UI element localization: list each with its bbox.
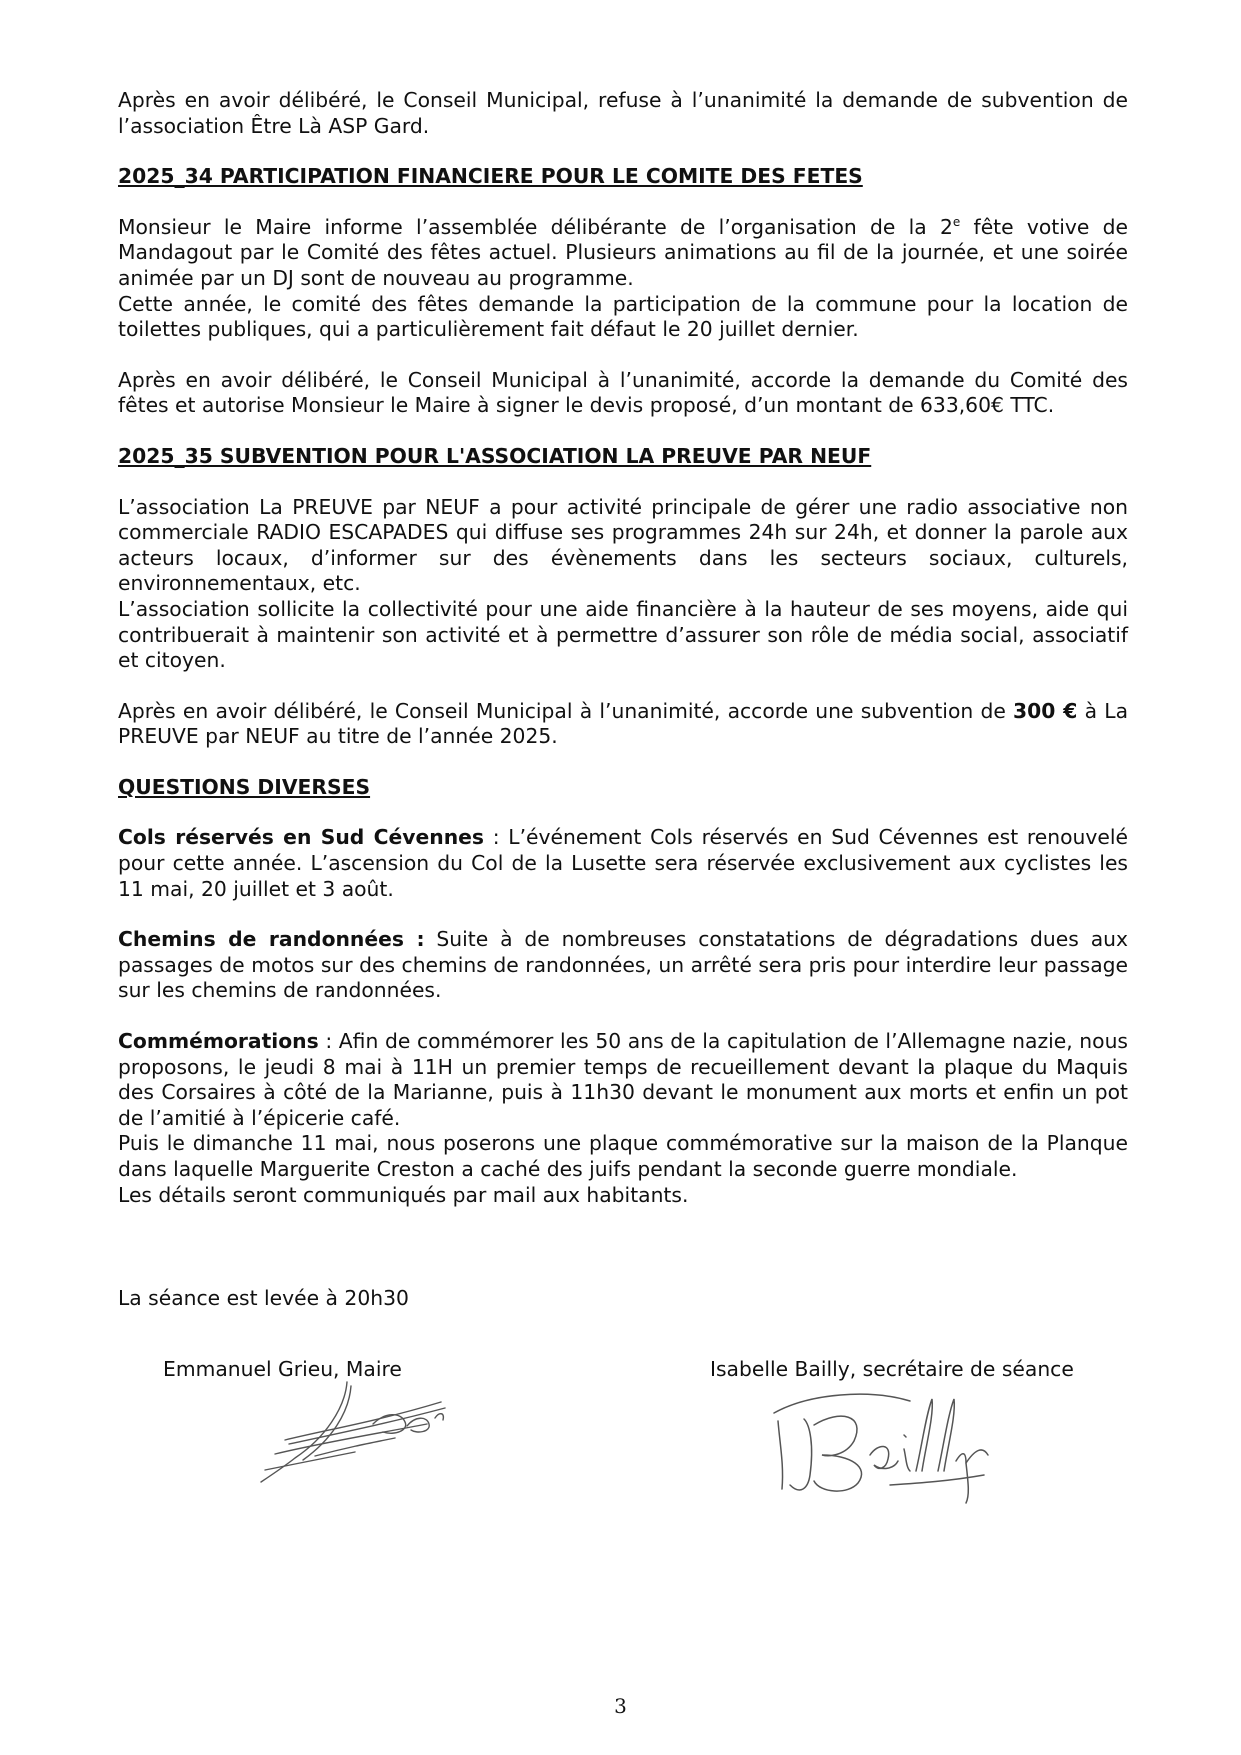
closing-line: La séance est levée à 20h30 xyxy=(118,1286,409,1310)
paragraph-sollicitation: L’association sollicite la collectivité pour une aide financière à la hauteur de ses moyens, aide qui contribuerait à maintenir son activité et à permettre d’assurer son rôle de média social, associatif et citoyen. xyxy=(118,596,1128,673)
paragraph-plaque: Puis le dimanche 11 mai, nous poserons une plaque commémorative sur la maison de la Planque dans laquelle Marguerite Creston a caché des juifs pendant la seconde guerre mondiale. xyxy=(118,1131,1128,1181)
paragraph-details: Les détails seront communiqués par mail aux habitants. xyxy=(118,1182,689,1207)
heading-2025-34: 2025_34 PARTICIPATION FINANCIERE POUR LE COMITE DES FETES xyxy=(118,164,863,189)
heading-2025-35: 2025_35 SUBVENTION POUR L'ASSOCIATION LA PREUVE PAR NEUF xyxy=(118,443,872,468)
cols-label: Cols réservés en Sud Cévennes xyxy=(118,825,484,850)
secretary-name: Isabelle Bailly, secrétaire de séance xyxy=(710,1357,1074,1381)
mayor-signature xyxy=(255,1378,455,1488)
mayor-name: Emmanuel Grieu, Maire xyxy=(163,1357,402,1381)
paragraph-cols xyxy=(118,825,1128,902)
ordinal-suffix: e xyxy=(952,215,961,230)
paragraph-commemorations xyxy=(118,1029,1128,1131)
comm-label: Commémorations xyxy=(118,1029,319,1054)
chemins-label: Chemins de randonnées : xyxy=(118,927,425,952)
paragraph-toilettes: Cette année, le comité des fêtes demande la participation de la commune pour la location de toilettes publiques, qui a particulièrement fait défaut le 20 juillet dernier. xyxy=(118,291,1128,342)
subsidy-amount: 300 € xyxy=(1013,698,1078,723)
paragraph-decision-preuve xyxy=(118,699,1128,750)
document-body xyxy=(118,88,1128,1208)
fete-text-end: fête votive de Mandagout par le Comité des fêtes actuel. Plusieurs animations au fil de la journée, et une soirée animée par un DJ sont de nouveau au programme. xyxy=(118,214,1129,290)
cols-text: : L’événement Cols réservés en Sud Cévennes est renouvelé pour cette année. L’ascension du Col de la Lusette sera réservée exclusivement aux cyclistes les 11 mai, 20 juillet et 3 août. xyxy=(118,825,1128,901)
secretary-signature xyxy=(770,1385,1020,1505)
page-number: 3 xyxy=(614,1694,627,1718)
paragraph-chemins xyxy=(118,927,1128,1004)
paragraph-radio: L’association La PREUVE par NEUF a pour activité principale de gérer une radio associative non commerciale RADIO ESCAPADES qui diffuse ses programmes 24h sur 24h, et donner la parole aux acteurs locaux, d’informer sur des évènements dans les secteurs sociaux, culturels, environnementaux, etc. xyxy=(118,494,1128,596)
decision-text-end: à La PREUVE par NEUF au titre de l’année 2025. xyxy=(118,698,1128,749)
heading-questions-diverses: QUESTIONS DIVERSES xyxy=(118,774,371,799)
comm-text: : Afin de commémorer les 50 ans de la capitulation de l’Allemagne nazie, nous proposons, le jeudi 8 mai à 11H un premier temps de recueillement devant la plaque du Maquis des Corsaires à côté de la Marianne, puis à 11h30 devant le monument aux morts et enfin un pot de l’amitié à l’épicerie café. xyxy=(118,1029,1128,1130)
paragraph-decision-comite: Après en avoir délibéré, le Conseil Municipal à l’unanimité, accorde la demande du Comité des fêtes et autorise Monsieur le Maire à signer le devis proposé, d’un montant de 633,60€ TTC. xyxy=(118,367,1128,418)
decision-text-start: Après en avoir délibéré, le Conseil Municipal à l’unanimité, accorde une subvention de xyxy=(118,698,1014,723)
paragraph-refus-subvention: Après en avoir délibéré, le Conseil Municipal, refuse à l’unanimité la demande de subvention de l’association Être Là ASP Gard. xyxy=(118,88,1128,138)
paragraph-fete-votive xyxy=(118,215,1128,292)
chemins-text: Suite à de nombreuses constatations de dégradations dues aux passages de motos sur des chemins de randonnées, un arrêté sera pris pour interdire leur passage sur les chemins de randonnées. xyxy=(118,927,1128,1003)
fete-text-start: Monsieur le Maire informe l’assemblée délibérante de l’organisation de la 2 xyxy=(118,214,953,239)
